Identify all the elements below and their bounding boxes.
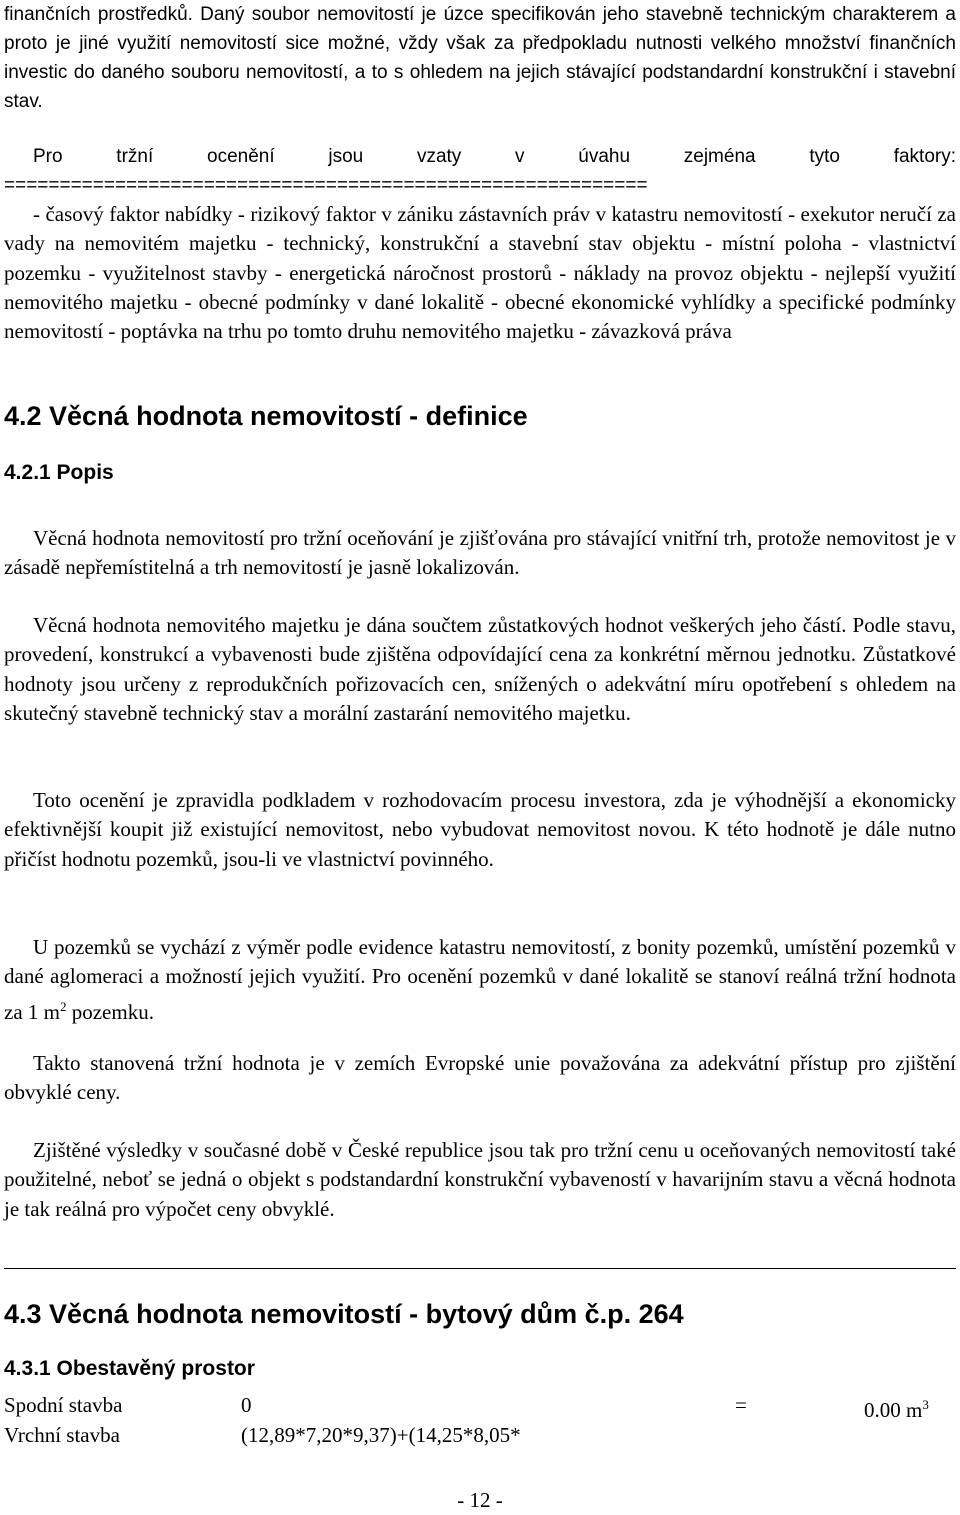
row-formula: 0 — [241, 1393, 252, 1417]
row-value — [864, 1391, 929, 1424]
intro-block — [4, 0, 956, 116]
paragraph-1: Věcná hodnota nemovitostí pro tržní oceňování je zjišťována pro stávající vnitřní trh, protože nemovitost je v zásadě nepřemístitelná a trh nemovitostí je jasně lokalizován. — [4, 526, 956, 580]
paragraph-4 — [4, 933, 956, 1027]
paragraph-4-text: U pozemků se vychází z výměr podle evidence katastru nemovitostí, z bonity pozemků, umístění pozemků v dané aglomeraci a možností jejich využití. Pro ocenění pozemků v dané lokalitě se stanoví reálná tržní hodnota za 1 m — [4, 935, 956, 1024]
row-label: Vrchní stavba — [4, 1423, 120, 1447]
subsection-heading-4-2-1: 4.2.1 Popis — [4, 461, 114, 484]
section-divider — [4, 1268, 956, 1269]
factors-block — [4, 142, 956, 346]
paragraph-4-superscript: 2 — [59, 998, 67, 1014]
factors-list: - časový faktor nabídky - rizikový faktor v zániku zástavních práv v katastru nemovitostí - exekutor neručí za vady na nemovitém majetku - technický, konstrukční a stavební stav objektu - místní poloha - vlastnictví pozemku - využitelnost stavby - energetická náročnost prostorů - náklady na provoz objektu - nejlepší využití nemovitého majetku - obecné podmínky v dané lokalitě - obecné ekonomické vyhlídky a specifické podmínky nemovitostí - poptávka na trhu po tomto druhu nemovitého majetku - závazková práva — [4, 202, 956, 344]
section-heading-4-3: 4.3 Věcná hodnota nemovitostí - bytový dům č.p. 264 — [4, 1299, 684, 1329]
paragraph-2: Věcná hodnota nemovitého majetku je dána součtem zůstatkových hodnot veškerých jeho částí. Podle stavu, provedení, konstrukcí a vybavenosti bude zjištěna odpovídající cena za konkrétní měrnou jednotku. Zůstatkové hodnoty jsou určeny z reprodukčních pořizovacích cen, snížených o adekvátní míru opotřebení s ohledem na skutečný stavebně technický stav a morální zastarání nemovitého majetku. — [4, 613, 956, 725]
row-value-text: 0.00 m — [864, 1398, 923, 1422]
intro-paragraph: finančních prostředků. Daný soubor nemovitostí je úzce specifikován jeho stavebně technickým charakterem a proto je jiné využití nemovitostí sice možné, vždy však za předpokladu nutnosti velkého množství finančních investic do daného souboru nemovitostí, a to s ohledem na jejich stávající podstandardní konstrukční i stavební stav. — [4, 4, 956, 112]
row-formula: (12,89*7,20*9,37)+(14,25*8,05* — [241, 1423, 521, 1447]
row-label: Spodní stavba — [4, 1393, 123, 1417]
row-value-unit-superscript: 3 — [922, 1397, 929, 1412]
separator-line: ========================================================== — [4, 175, 648, 196]
paragraph-3: Toto ocenění je zpravidla podkladem v rozhodovacím procesu investora, zda je výhodnější a ekonomicky efektivnější koupit již existující nemovitost, nebo vybudovat nemovitost novou. K této hodnotě je dále nutno přičíst hodnotu pozemků, jsou-li ve vlastnictví povinného. — [4, 788, 956, 871]
paragraph-6: Zjištěné výsledky v současné době v České republice jsou tak pro tržní cenu u oceňovaných nemovitostí také použitelné, neboť se jedná o objekt s podstandardní konstrukční vybaveností v havarijním stavu a věcná hodnota je tak reálná pro výpočet ceny obvyklé. — [4, 1138, 956, 1221]
paragraph-4-end: pozemku. — [66, 999, 154, 1024]
paragraph-5: Takto stanovená tržní hodnota je v zemích Evropské unie považována za adekvátní přístup pro zjištění obvyklé ceny. — [4, 1051, 956, 1105]
factors-intro: Pro tržní ocenění jsou vzaty v úvahu zejména tyto faktory: — [33, 146, 956, 167]
section-heading-4-2: 4.2 Věcná hodnota nemovitostí - definice — [4, 401, 528, 431]
subsection-heading-4-3-1: 4.3.1 Obestavěný prostor — [4, 1357, 255, 1380]
page-number: - 12 - — [457, 1488, 503, 1512]
row-equals: = — [735, 1393, 747, 1417]
